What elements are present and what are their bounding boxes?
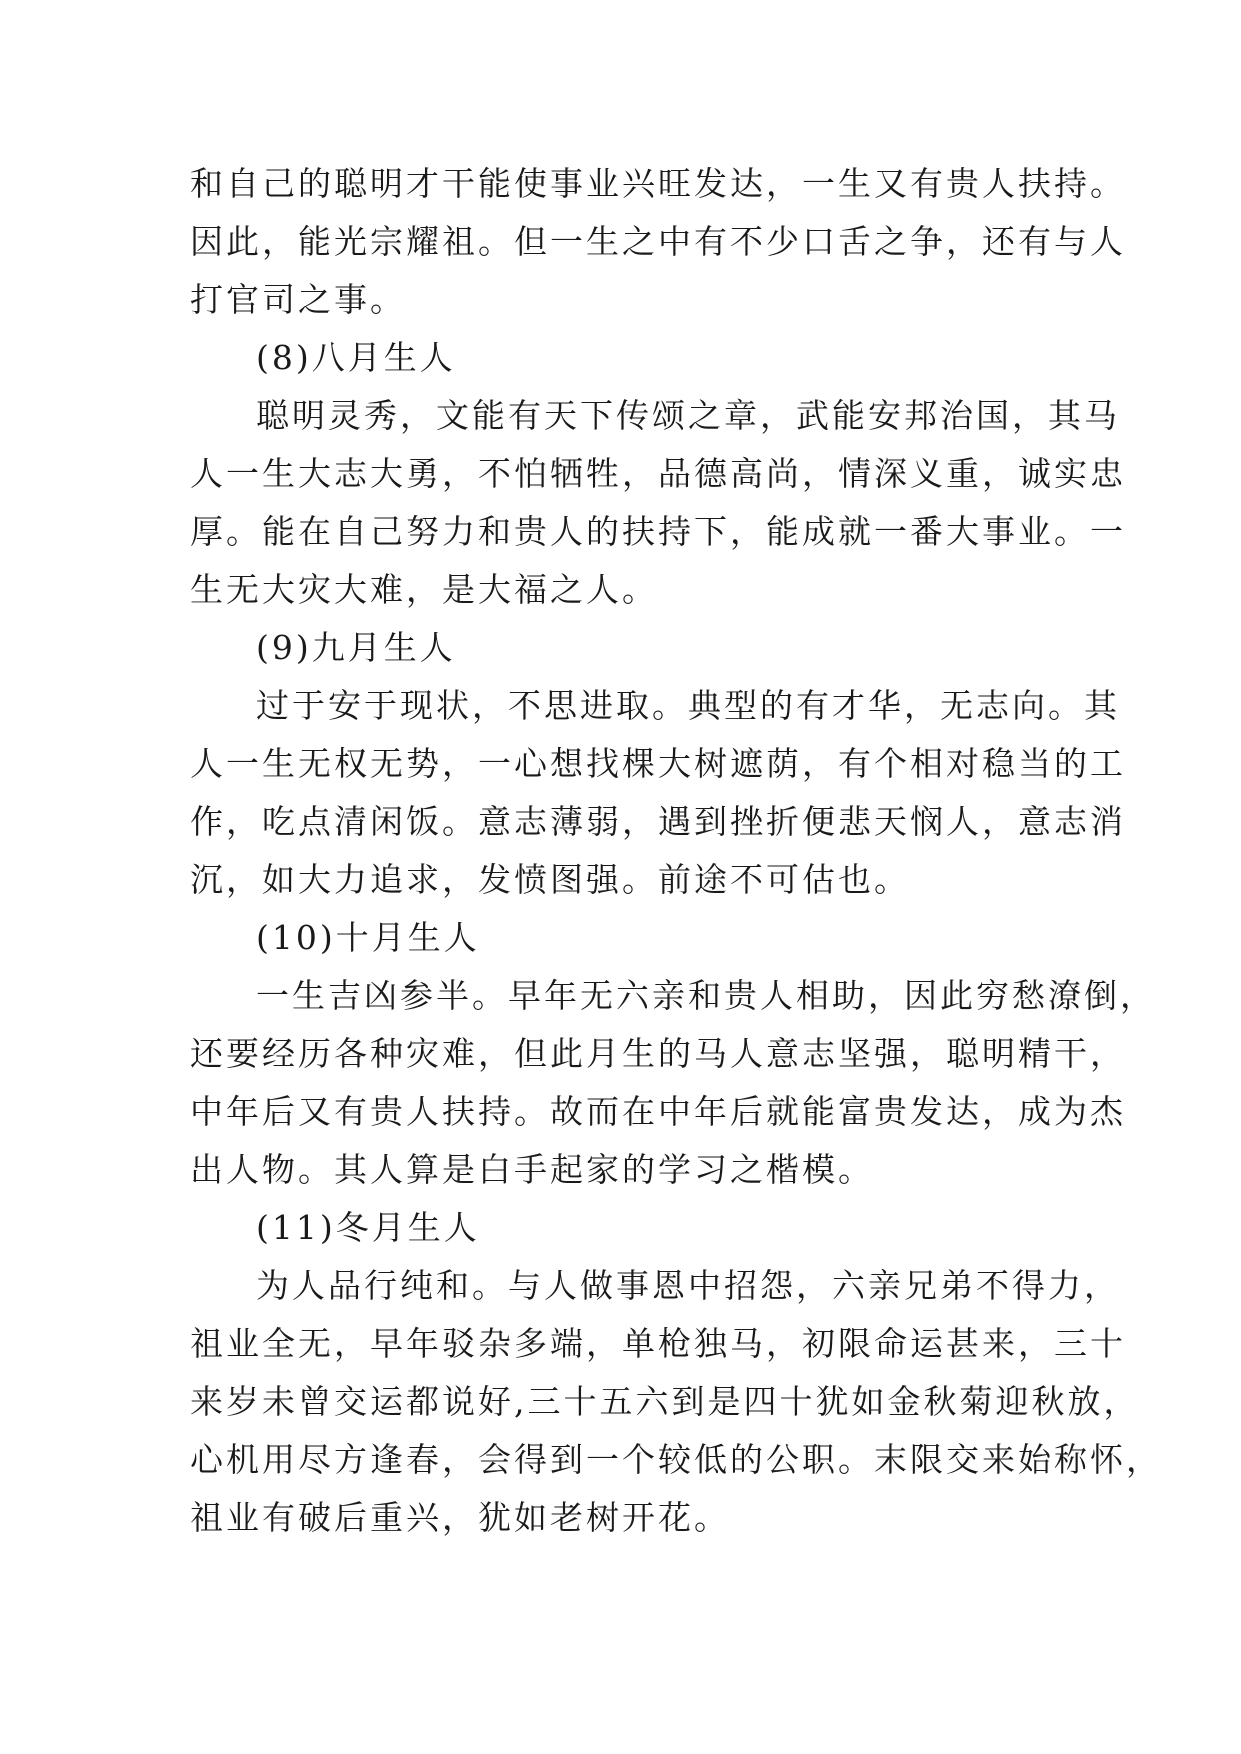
section-heading-9: (9)九月生人: [256, 628, 456, 667]
section-heading-8: (8)八月生人: [256, 338, 456, 377]
section-heading-11: (11)冬月生人: [256, 1208, 480, 1247]
text-line: 一生吉凶参半。早年无六亲和贵人相助，因此穷愁潦倒，: [256, 976, 1156, 1015]
text-line: 人一生大志大勇，不怕牺牲，品德高尚，情深义重，诚实忠: [190, 454, 1126, 493]
text-line: 心机用尽方逢春，会得到一个较低的公职。末限交来始称怀，: [190, 1440, 1162, 1479]
text-line: 还要经历各种灾难，但此月生的马人意志坚强，聪明精干，: [190, 1034, 1126, 1073]
text-line: 打官司之事。: [190, 280, 406, 319]
text-line: 为人品行纯和。与人做事恩中招怨，六亲兄弟不得力，: [256, 1266, 1120, 1305]
text-line: 沉，如大力追求，发愤图强。前途不可估也。: [190, 860, 910, 899]
text-line: 出人物。其人算是白手起家的学习之楷模。: [190, 1150, 874, 1189]
section-heading-10: (10)十月生人: [256, 918, 480, 957]
text-line: 祖业有破后重兴，犹如老树开花。: [190, 1498, 730, 1537]
text-line: 中年后又有贵人扶持。故而在中年后就能富贵发达，成为杰: [190, 1092, 1126, 1131]
text-line: 祖业全无，早年驳杂多端，单枪独马，初限命运甚来，三十: [190, 1324, 1126, 1363]
text-line: 作，吃点清闲饭。意志薄弱，遇到挫折便悲天悯人，意志消: [190, 802, 1126, 841]
text-line: 聪明灵秀，文能有天下传颂之章，武能安邦治国，其马: [256, 396, 1120, 435]
text-line: 过于安于现状，不思进取。典型的有才华，无志向。其: [256, 686, 1120, 725]
document-body: [190, 155, 1162, 1547]
text-line: 因此，能光宗耀祖。但一生之中有不少口舌之争，还有与人: [190, 222, 1126, 261]
text-line: 来岁未曾交运都说好,三十五六到是四十犹如金秋菊迎秋放，: [190, 1382, 1140, 1421]
text-line: 和自己的聪明才干能使事业兴旺发达，一生又有贵人扶持。: [190, 164, 1126, 203]
text-line: 人一生无权无势，一心想找棵大树遮荫，有个相对稳当的工: [190, 744, 1126, 783]
text-line: 生无大灾大难，是大福之人。: [190, 570, 658, 609]
text-line: 厚。能在自己努力和贵人的扶持下，能成就一番大事业。一: [190, 512, 1126, 551]
